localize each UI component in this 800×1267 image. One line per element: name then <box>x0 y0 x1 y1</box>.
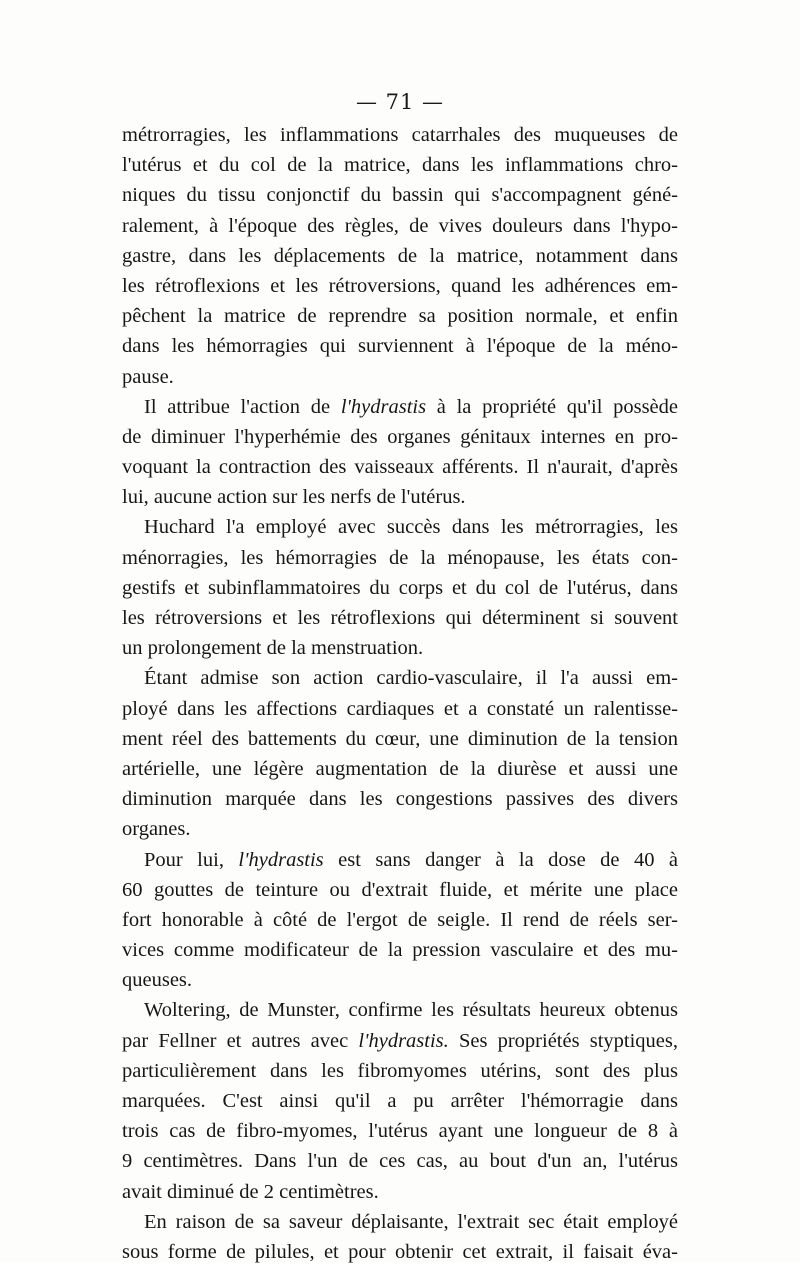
text-line: vices comme modificateur de la pression vasculaire et des mu- <box>122 939 678 962</box>
text-segment: Il attribue l'action de <box>144 395 341 418</box>
italic-term: l'hydrastis. <box>358 1029 449 1052</box>
text-line: avait diminué de 2 centimètres. <box>122 1180 379 1203</box>
text-line: diminution marquée dans les congestions passives des divers <box>122 788 678 811</box>
text-line: pause. <box>122 365 174 388</box>
text-line: trois cas de fibro-myomes, l'utérus ayant une longueur de 8 à <box>122 1120 678 1143</box>
text-segment: à la propriété qu'il possède <box>426 395 678 418</box>
text-line: En raison de sa saveur déplaisante, l'extrait sec était employé <box>144 1210 678 1233</box>
text-line: de diminuer l'hyperhémie des organes génitaux internes en pro- <box>122 425 678 448</box>
text-line: dans les hémorragies qui surviennent à l'époque de la méno- <box>122 335 678 358</box>
body-text <box>122 120 678 1267</box>
text-line: Étant admise son action cardio-vasculaire, il l'a aussi em- <box>144 667 678 690</box>
text-line: queuses. <box>122 969 193 992</box>
text-line: artérielle, une légère augmentation de la diurèse et aussi une <box>122 757 678 780</box>
text-line: pêchent la matrice de reprendre sa position normale, et enfin <box>122 305 678 328</box>
text-line <box>122 1026 678 1056</box>
text-segment: est sans danger à la dose de 40 à <box>323 848 678 871</box>
text-line: voquant la contraction des vaisseaux afférents. Il n'aurait, d'après <box>122 456 678 479</box>
text-line: les rétroflexions et les rétroversions, quand les adhérences em- <box>122 274 678 297</box>
text-line: les rétroversions et les rétroflexions qui déterminent si souvent <box>122 607 678 629</box>
text-line: fort honorable à côté de l'ergot de seigle. Il rend de réels ser- <box>122 908 678 931</box>
text-line: métrorragies, les inflammations catarrhales des muqueuses de <box>122 124 678 146</box>
text-line: sous forme de pilules, et pour obtenir cet extrait, il faisait éva- <box>122 1240 678 1263</box>
text-segment: Pour lui, <box>144 848 239 871</box>
text-line: gestifs et subinflammatoires du corps et du col de l'utérus, dans <box>122 576 678 599</box>
italic-term: l'hydrastis <box>340 395 427 418</box>
text-line: l'utérus et du col de la matrice, dans les inflammations chro- <box>122 154 678 177</box>
text-line: particulièrement dans les fibromyomes utérins, sont des plus <box>122 1059 678 1082</box>
text-line: 9 centimètres. Dans l'un de ces cas, au bout d'un an, l'utérus <box>122 1150 678 1173</box>
text-segment: par Fellner et autres avec <box>122 1029 359 1052</box>
text-line: un prolongement de la menstruation. <box>122 637 424 660</box>
italic-term: l'hydrastis <box>238 848 324 871</box>
text-line: lui, aucune action sur les nerfs de l'utérus. <box>122 486 466 509</box>
text-line: ment réel des battements du cœur, une diminution de la tension <box>122 727 678 750</box>
text-line: gastre, dans les déplacements de la matrice, notamment dans <box>122 244 678 267</box>
text-segment: Ses propriétés styptiques, <box>448 1029 678 1052</box>
text-line: marquées. C'est ainsi qu'il a pu arrêter l'hémorragie dans <box>122 1090 678 1112</box>
text-line: ployé dans les affections cardiaques et a constaté un ralentisse- <box>122 697 678 720</box>
text-line: organes. <box>122 818 191 841</box>
text-line: Woltering, de Munster, confirme les résultats heureux obtenus <box>144 999 678 1022</box>
text-line: Huchard l'a employé avec succès dans les métrorragies, les <box>144 516 678 539</box>
text-line: ralement, à l'époque des règles, de vives douleurs dans l'hypo- <box>122 214 678 237</box>
text-line: 60 gouttes de teinture ou d'extrait fluide, et mérite une place <box>122 878 678 901</box>
text-line: ménorragies, les hémorragies de la ménopause, les états con- <box>122 546 678 569</box>
page-number: — 71 — <box>355 90 445 114</box>
text-line <box>122 845 678 875</box>
text-line: niques du tissu conjonctif du bassin qui s'accompagnent géné- <box>122 184 678 207</box>
text-line <box>122 392 678 422</box>
